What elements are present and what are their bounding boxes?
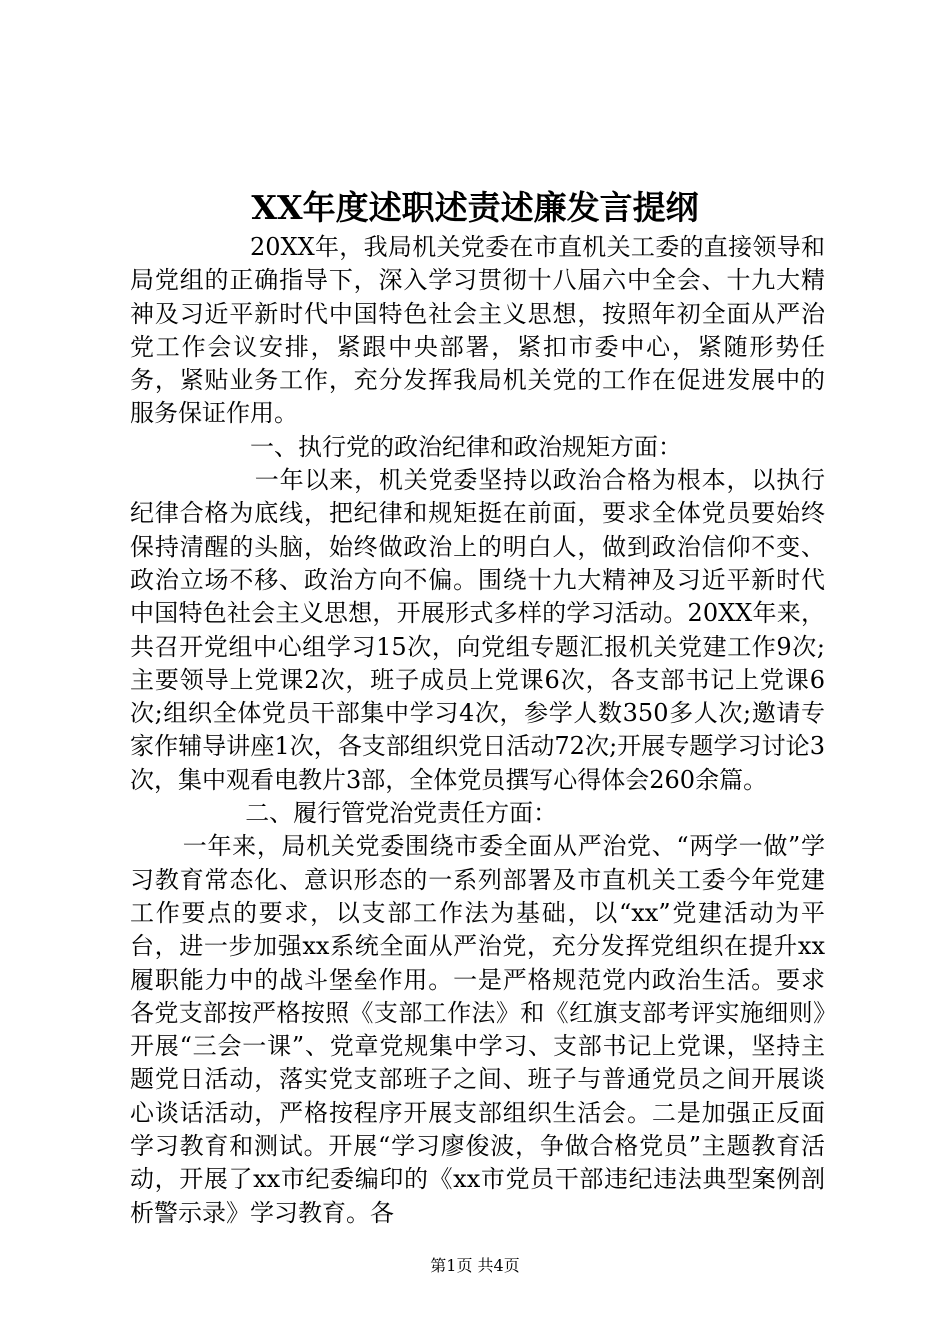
paragraph-intro: 20XX年，我局机关党委在市直机关工委的直接领导和局党组的正确指导下，深入学习贯彻十八届六中全会、十九大精神及习近平新时代中国特色社会主义思想，按照年初全面从严治党工作会议安排，紧跟中央部署，紧扣市委中心，紧随形势任务，紧贴业务工作，充分发挥我局机关党的工作在促进发展中的服务保证作用。 (130, 233, 825, 428)
page-number-footer: 第1页 共4页 (430, 1256, 520, 1275)
section-heading-2: 二、履行管党治党责任方面： (245, 799, 558, 828)
document-title: XX年度述职述责述廉发言提纲 (251, 188, 699, 227)
paragraph-section-2: 一年来，局机关党委围绕市委全面从严治党、“两学一做”学习教育常态化、意识形态的一系列部署及市直机关工委今年党建工作要点的要求，以支部工作法为基础，以“xx”党建活动为平台，进一步加强xx系统全面从严治党，充分发挥党组织在提升xx履职能力中的战斗堡垒作用。一是严格规范党内政治生活。要求各党支部按严格按照《支部工作法》和《红旗支部考评实施细则》开展“三会一课”、党章党规集中学习、支部书记上党课，坚持主题党日活动，落实党支部班子之间、班子与普通党员之间开展谈心谈话活动，严格按程序开展支部组织生活会。二是加强正反面学习教育和测试。开展“学习廖俊波，争做合格党员”主题教育活动，开展了xx市纪委编印的《xx市党员干部违纪违法典型案例剖析警示录》学习教育。各 (130, 832, 825, 1227)
document-body (130, 231, 825, 1230)
section-heading-1: 一、执行党的政治纪律和政治规矩方面： (250, 432, 682, 461)
paragraph-section-1: 一年以来，机关党委坚持以政治合格为根本，以执行纪律合格为底线，把纪律和规矩挺在前面，要求全体党员要始终保持清醒的头脑，始终做政治上的明白人，做到政治信仰不变、政治立场不移、政治方向不偏。围绕十九大精神及习近平新时代中国特色社会主义思想，开展形式多样的学习活动。20XX年来，共召开党组中心组学习15次，向党组专题汇报机关党建工作9次;主要领导上党课2次，班子成员上党课6次，各支部书记上党课6次;组织全体党员干部集中学习4次，参学人数350多人次;邀请专家作辅导讲座1次，各支部组织党日活动72次;开展专题学习讨论3次，集中观看电教片3部，全体党员撰写心得体会260余篇。 (130, 466, 825, 794)
